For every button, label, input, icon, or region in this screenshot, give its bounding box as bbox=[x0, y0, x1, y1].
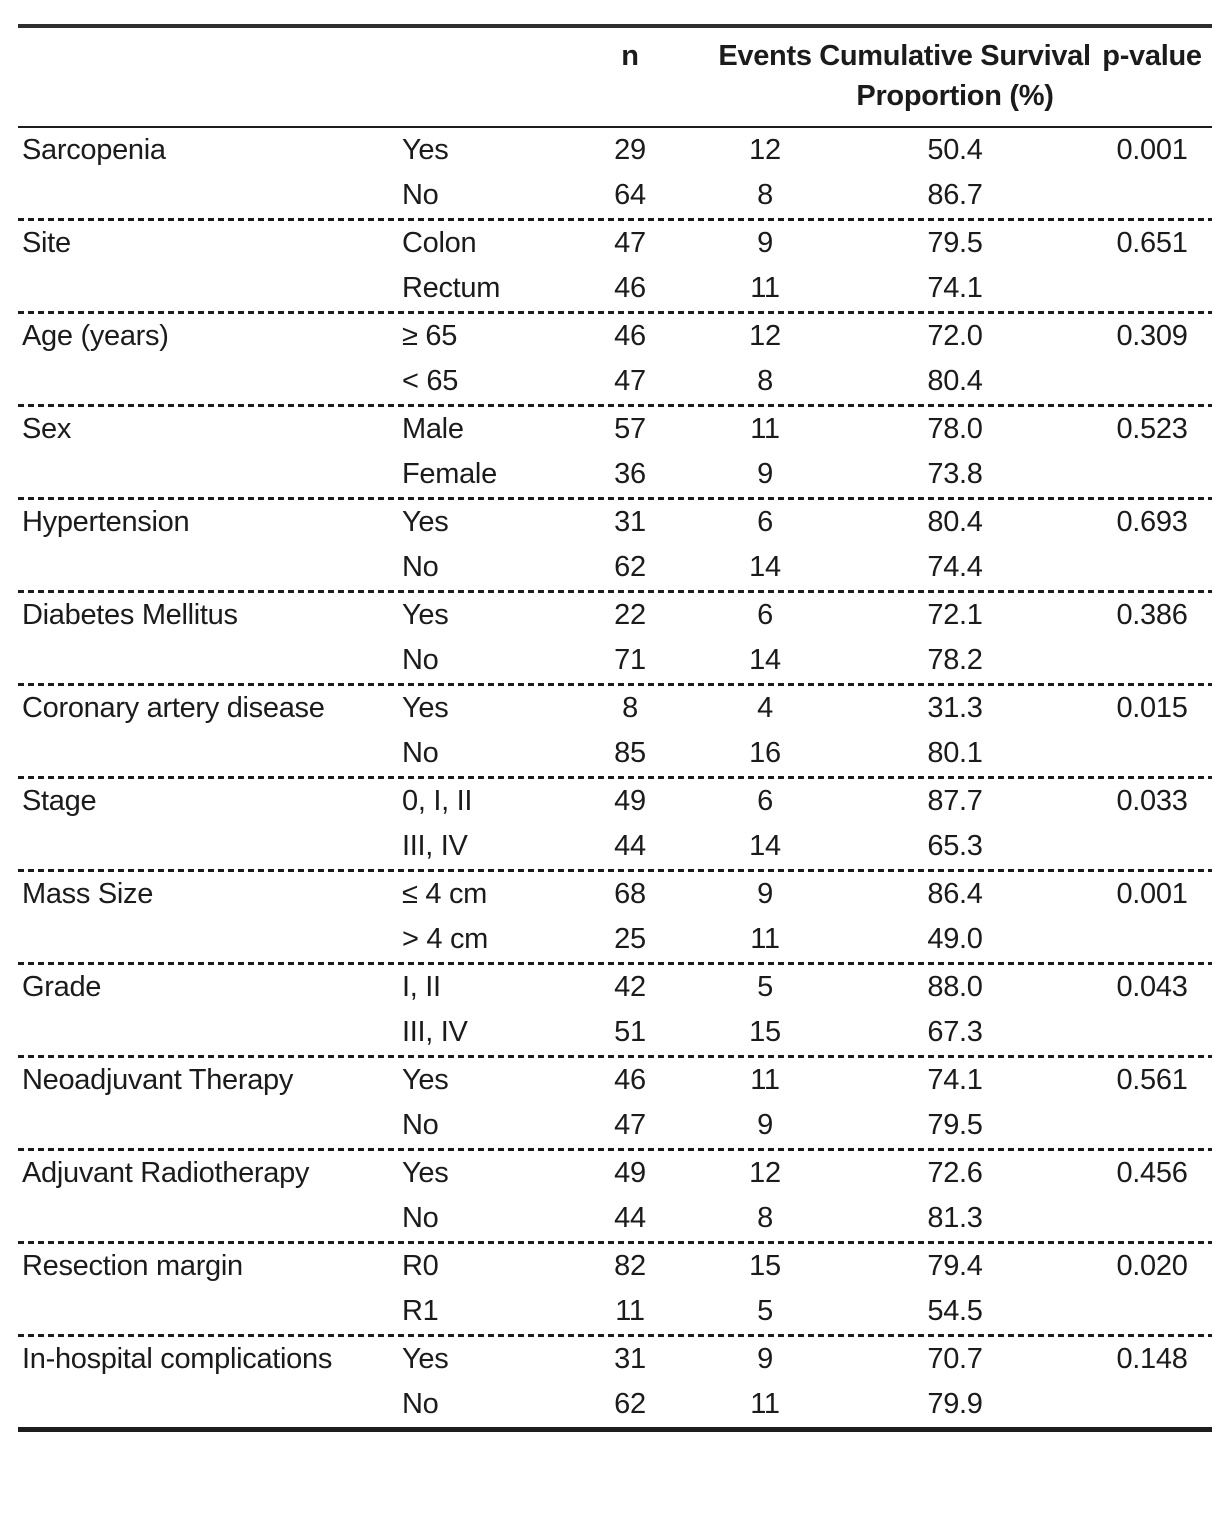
survival-cell: 74.4 bbox=[927, 551, 983, 583]
events-cell: 11 bbox=[750, 272, 780, 304]
variable-cell: Age (years) bbox=[22, 320, 169, 352]
table-row bbox=[18, 1058, 1212, 1103]
table-row bbox=[18, 593, 1212, 638]
category-cell: Female bbox=[402, 458, 497, 490]
variable-cell: Adjuvant Radiotherapy bbox=[22, 1157, 310, 1189]
pvalue-cell: 0.043 bbox=[1116, 971, 1188, 1003]
header-events: Events bbox=[712, 26, 818, 127]
category-cell: Yes bbox=[402, 134, 449, 166]
pvalue-cell bbox=[1092, 1196, 1212, 1241]
category-cell: Yes bbox=[402, 599, 449, 631]
category-cell: ≥ 65 bbox=[402, 320, 458, 352]
category-cell: 0, I, II bbox=[402, 785, 473, 817]
pvalue-cell: 0.033 bbox=[1116, 785, 1188, 817]
events-cell: 9 bbox=[757, 1343, 773, 1375]
pvalue-cell bbox=[1092, 1289, 1212, 1334]
table-row bbox=[18, 1382, 1212, 1430]
survival-cell: 74.1 bbox=[927, 1064, 983, 1096]
category-cell: R1 bbox=[402, 1295, 439, 1327]
n-cell: 49 bbox=[614, 785, 646, 817]
pvalue-cell: 0.693 bbox=[1116, 506, 1188, 538]
survival-cell: 50.4 bbox=[927, 134, 983, 166]
survival-cell: 87.7 bbox=[927, 785, 983, 817]
pvalue-cell: 0.651 bbox=[1116, 227, 1188, 259]
pvalue-cell bbox=[1092, 638, 1212, 683]
survival-cell: 86.4 bbox=[927, 878, 983, 910]
variable-cell: Diabetes Mellitus bbox=[22, 599, 238, 631]
n-cell: 62 bbox=[614, 1388, 646, 1420]
category-cell: > 4 cm bbox=[402, 923, 489, 955]
events-cell: 11 bbox=[750, 923, 780, 955]
n-cell: 31 bbox=[614, 1343, 646, 1375]
survival-cell: 72.1 bbox=[927, 599, 983, 631]
survival-cell: 70.7 bbox=[927, 1343, 983, 1375]
n-cell: 82 bbox=[614, 1250, 646, 1282]
pvalue-cell: 0.001 bbox=[1116, 134, 1188, 166]
survival-cell: 72.0 bbox=[927, 320, 983, 352]
survival-cell: 73.8 bbox=[927, 458, 983, 490]
pvalue-cell: 0.561 bbox=[1116, 1064, 1188, 1096]
pvalue-cell: 0.020 bbox=[1116, 1250, 1188, 1282]
n-cell: 44 bbox=[614, 830, 646, 862]
table-row bbox=[18, 452, 1212, 497]
survival-cell: 54.5 bbox=[927, 1295, 983, 1327]
pvalue-cell: 0.001 bbox=[1116, 878, 1188, 910]
events-cell: 9 bbox=[757, 878, 773, 910]
survival-cell: 79.4 bbox=[927, 1250, 983, 1282]
n-cell: 64 bbox=[614, 179, 646, 211]
header-row bbox=[18, 26, 1212, 127]
n-cell: 25 bbox=[614, 923, 646, 955]
table-row bbox=[18, 266, 1212, 311]
pvalue-cell bbox=[1092, 359, 1212, 404]
variable-cell bbox=[18, 917, 398, 962]
n-cell: 22 bbox=[614, 599, 646, 631]
variable-cell bbox=[18, 545, 398, 590]
survival-table bbox=[18, 24, 1212, 1432]
category-cell: Yes bbox=[402, 692, 449, 724]
variable-cell: Stage bbox=[22, 785, 97, 817]
table-row bbox=[18, 965, 1212, 1010]
table-row bbox=[18, 1337, 1212, 1382]
pvalue-cell: 0.148 bbox=[1116, 1343, 1188, 1375]
events-cell: 8 bbox=[757, 179, 773, 211]
variable-cell: Neoadjuvant Therapy bbox=[22, 1064, 294, 1096]
survival-cell: 78.0 bbox=[927, 413, 983, 445]
events-cell: 11 bbox=[750, 1388, 780, 1420]
events-cell: 15 bbox=[749, 1016, 781, 1048]
variable-cell bbox=[18, 1382, 398, 1430]
pvalue-cell: 0.015 bbox=[1116, 692, 1188, 724]
survival-cell: 81.3 bbox=[927, 1202, 983, 1234]
n-cell: 11 bbox=[615, 1295, 645, 1327]
table-row bbox=[18, 1103, 1212, 1148]
n-cell: 62 bbox=[614, 551, 646, 583]
events-cell: 8 bbox=[757, 1202, 773, 1234]
pvalue-cell: 0.456 bbox=[1116, 1157, 1188, 1189]
events-cell: 16 bbox=[749, 737, 781, 769]
variable-cell bbox=[18, 452, 398, 497]
survival-cell: 80.1 bbox=[927, 737, 983, 769]
variable-cell bbox=[18, 731, 398, 776]
table-header bbox=[18, 26, 1212, 127]
n-cell: 57 bbox=[614, 413, 646, 445]
table-row bbox=[18, 917, 1212, 962]
events-cell: 6 bbox=[757, 506, 773, 538]
category-cell: No bbox=[402, 179, 439, 211]
n-cell: 49 bbox=[614, 1157, 646, 1189]
table-row bbox=[18, 872, 1212, 917]
table-row bbox=[18, 731, 1212, 776]
n-cell: 46 bbox=[614, 1064, 646, 1096]
header-variable bbox=[18, 26, 398, 127]
n-cell: 47 bbox=[614, 365, 646, 397]
pvalue-cell bbox=[1092, 545, 1212, 590]
n-cell: 85 bbox=[614, 737, 646, 769]
survival-cell: 80.4 bbox=[927, 506, 983, 538]
variable-cell: Sex bbox=[22, 413, 72, 445]
table-row bbox=[18, 1196, 1212, 1241]
header-pvalue: p-value bbox=[1092, 26, 1212, 127]
events-cell: 11 bbox=[750, 1064, 780, 1096]
table-row bbox=[18, 221, 1212, 266]
pvalue-cell bbox=[1092, 452, 1212, 497]
paper-table-container bbox=[18, 24, 1212, 1432]
survival-cell: 79.5 bbox=[927, 1109, 983, 1141]
variable-cell bbox=[18, 173, 398, 218]
pvalue-cell bbox=[1092, 266, 1212, 311]
variable-cell: Grade bbox=[22, 971, 102, 1003]
pvalue-cell bbox=[1092, 731, 1212, 776]
category-cell: No bbox=[402, 1109, 439, 1141]
variable-cell bbox=[18, 266, 398, 311]
n-cell: 47 bbox=[614, 1109, 646, 1141]
header-survival: Cumulative Survival Proportion (%) bbox=[818, 26, 1092, 127]
category-cell: I, II bbox=[402, 971, 441, 1003]
events-cell: 12 bbox=[749, 1157, 781, 1189]
category-cell: R0 bbox=[402, 1250, 439, 1282]
category-cell: III, IV bbox=[402, 830, 468, 862]
events-cell: 9 bbox=[757, 458, 773, 490]
events-cell: 9 bbox=[757, 1109, 773, 1141]
table-row bbox=[18, 1010, 1212, 1055]
variable-cell bbox=[18, 1103, 398, 1148]
pvalue-cell bbox=[1092, 173, 1212, 218]
table-row bbox=[18, 407, 1212, 452]
header-n: n bbox=[548, 26, 712, 127]
table-row bbox=[18, 638, 1212, 683]
variable-cell bbox=[18, 1196, 398, 1241]
category-cell: Yes bbox=[402, 1064, 449, 1096]
variable-cell: Site bbox=[22, 227, 71, 259]
category-cell: No bbox=[402, 1388, 439, 1420]
events-cell: 4 bbox=[757, 692, 773, 724]
events-cell: 5 bbox=[757, 1295, 773, 1327]
pvalue-cell bbox=[1092, 1382, 1212, 1430]
n-cell: 36 bbox=[614, 458, 646, 490]
table-row bbox=[18, 1244, 1212, 1289]
variable-cell: In-hospital complications bbox=[22, 1343, 333, 1375]
survival-cell: 80.4 bbox=[927, 365, 983, 397]
events-cell: 6 bbox=[757, 785, 773, 817]
category-cell: III, IV bbox=[402, 1016, 468, 1048]
survival-cell: 88.0 bbox=[927, 971, 983, 1003]
table-row bbox=[18, 1151, 1212, 1196]
header-category bbox=[398, 26, 548, 127]
variable-cell: Resection margin bbox=[22, 1250, 243, 1282]
variable-cell bbox=[18, 824, 398, 869]
survival-cell: 49.0 bbox=[927, 923, 983, 955]
pvalue-cell: 0.523 bbox=[1116, 413, 1188, 445]
survival-cell: 67.3 bbox=[927, 1016, 983, 1048]
variable-cell bbox=[18, 359, 398, 404]
events-cell: 12 bbox=[749, 320, 781, 352]
pvalue-cell: 0.386 bbox=[1116, 599, 1188, 631]
survival-cell: 74.1 bbox=[927, 272, 983, 304]
category-cell: Yes bbox=[402, 1343, 449, 1375]
category-cell: ≤ 4 cm bbox=[402, 878, 488, 910]
pvalue-cell: 0.309 bbox=[1116, 320, 1188, 352]
table-row bbox=[18, 686, 1212, 731]
category-cell: No bbox=[402, 551, 439, 583]
events-cell: 15 bbox=[749, 1250, 781, 1282]
table-row bbox=[18, 500, 1212, 545]
events-cell: 14 bbox=[749, 644, 781, 676]
variable-cell bbox=[18, 1289, 398, 1334]
category-cell: < 65 bbox=[402, 365, 459, 397]
n-cell: 31 bbox=[614, 506, 646, 538]
n-cell: 29 bbox=[614, 134, 646, 166]
events-cell: 8 bbox=[757, 365, 773, 397]
table-row bbox=[18, 1289, 1212, 1334]
variable-cell: Sarcopenia bbox=[22, 134, 166, 166]
table-row bbox=[18, 824, 1212, 869]
pvalue-cell bbox=[1092, 824, 1212, 869]
n-cell: 46 bbox=[614, 320, 646, 352]
pvalue-cell bbox=[1092, 1010, 1212, 1055]
survival-cell: 72.6 bbox=[927, 1157, 983, 1189]
survival-cell: 31.3 bbox=[927, 692, 983, 724]
table-row bbox=[18, 545, 1212, 590]
events-cell: 12 bbox=[749, 134, 781, 166]
survival-cell: 65.3 bbox=[927, 830, 983, 862]
table-row bbox=[18, 779, 1212, 824]
events-cell: 9 bbox=[757, 227, 773, 259]
category-cell: No bbox=[402, 644, 439, 676]
category-cell: Colon bbox=[402, 227, 477, 259]
category-cell: Male bbox=[402, 413, 464, 445]
n-cell: 71 bbox=[614, 644, 646, 676]
category-cell: No bbox=[402, 737, 439, 769]
variable-cell: Mass Size bbox=[22, 878, 154, 910]
category-cell: Rectum bbox=[402, 272, 501, 304]
n-cell: 46 bbox=[614, 272, 646, 304]
n-cell: 44 bbox=[614, 1202, 646, 1234]
variable-cell bbox=[18, 638, 398, 683]
events-cell: 14 bbox=[749, 551, 781, 583]
category-cell: Yes bbox=[402, 1157, 449, 1189]
n-cell: 47 bbox=[614, 227, 646, 259]
variable-cell: Hypertension bbox=[22, 506, 190, 538]
pvalue-cell bbox=[1092, 1103, 1212, 1148]
survival-cell: 79.5 bbox=[927, 227, 983, 259]
table-row bbox=[18, 359, 1212, 404]
survival-cell: 79.9 bbox=[927, 1388, 983, 1420]
n-cell: 8 bbox=[622, 692, 638, 724]
category-cell: No bbox=[402, 1202, 439, 1234]
table-row bbox=[18, 127, 1212, 173]
events-cell: 6 bbox=[757, 599, 773, 631]
survival-cell: 86.7 bbox=[927, 179, 983, 211]
variable-cell: Coronary artery disease bbox=[22, 692, 325, 724]
survival-cell: 78.2 bbox=[927, 644, 983, 676]
table-body bbox=[18, 127, 1212, 1430]
events-cell: 14 bbox=[749, 830, 781, 862]
events-cell: 5 bbox=[757, 971, 773, 1003]
table-row bbox=[18, 314, 1212, 359]
table-row bbox=[18, 173, 1212, 218]
events-cell: 11 bbox=[750, 413, 780, 445]
n-cell: 42 bbox=[614, 971, 646, 1003]
variable-cell bbox=[18, 1010, 398, 1055]
category-cell: Yes bbox=[402, 506, 449, 538]
n-cell: 51 bbox=[614, 1016, 646, 1048]
n-cell: 68 bbox=[614, 878, 646, 910]
pvalue-cell bbox=[1092, 917, 1212, 962]
